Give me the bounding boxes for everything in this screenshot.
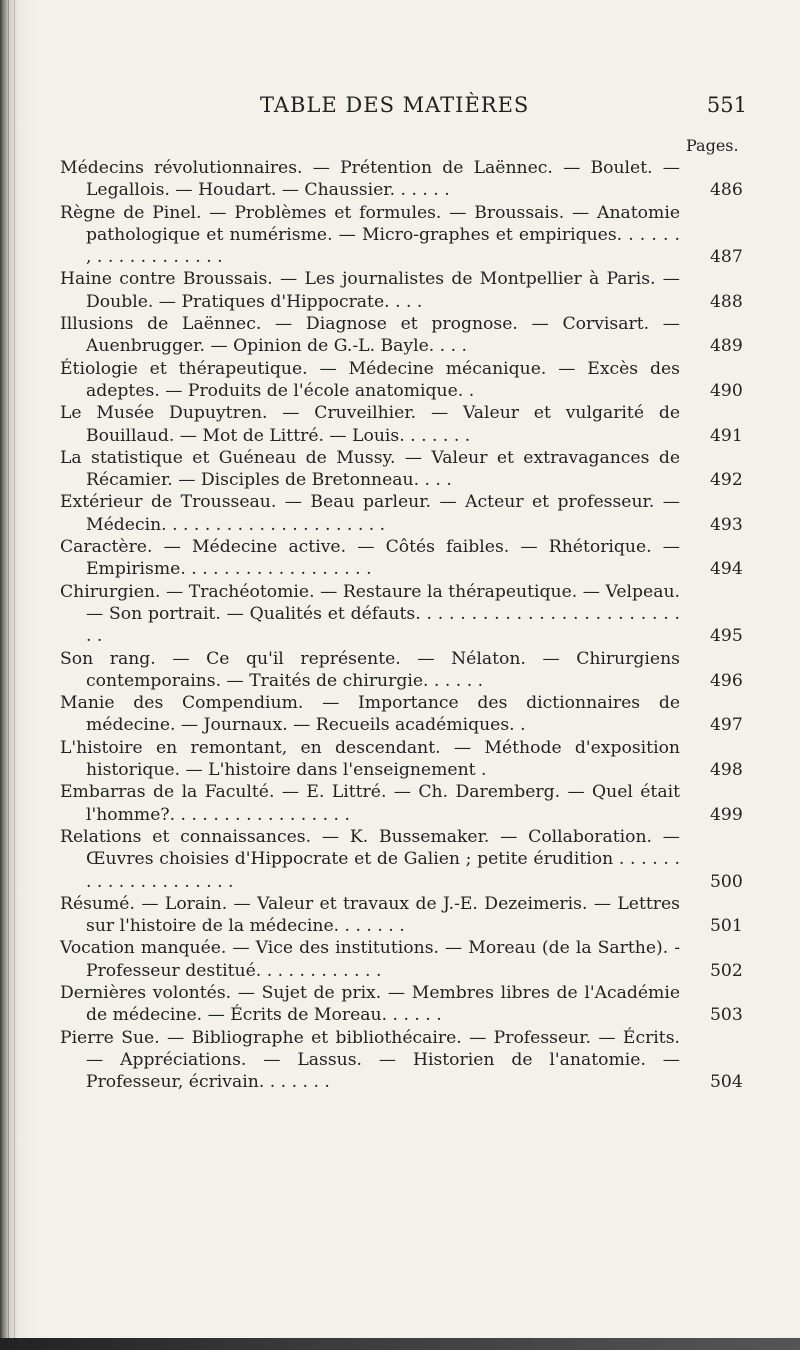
- binding-line: [8, 0, 9, 1350]
- toc-entry: [60, 581, 760, 648]
- running-title: TABLE DES MATIÈRES: [260, 93, 530, 117]
- toc-entry: [60, 1027, 760, 1094]
- toc-entry-text: Relations et connaissances. — K. Bussemaker. — Collaboration. — Œuvres choisies d'Hippocrate et de Galien ; petite érudition . . . . . . . . . . . . . . . . . . . .: [60, 826, 680, 892]
- toc-entry-text: Manie des Compendium. — Importance des dictionnaires de médecine. — Journaux. — Recueils académiques. .: [60, 693, 680, 736]
- toc-entry: [60, 313, 760, 358]
- toc-entry: [60, 402, 760, 447]
- toc-entry-page: 491: [710, 425, 743, 446]
- toc-entry-page: 487: [710, 247, 743, 268]
- toc-entry-page: 493: [710, 514, 743, 535]
- toc-entry-text: Étiologie et thérapeutique. — Médecine mécanique. — Excès des adeptes. — Produits de l'école anatomique. .: [60, 358, 680, 401]
- toc-entry: [60, 268, 760, 313]
- toc-entry-text: Illusions de Laënnec. — Diagnose et prognose. — Corvisart. — Auenbrugger. — Opinion de G.-L. Bayle. . . .: [60, 314, 680, 357]
- toc-entry-page: 490: [710, 380, 743, 401]
- page-header: [60, 93, 760, 121]
- binding-line: [14, 0, 15, 1350]
- toc-entry: [60, 826, 760, 893]
- toc-entry: [60, 491, 760, 536]
- toc-entry-page: 501: [710, 916, 743, 937]
- toc-entry-text: La statistique et Guéneau de Mussy. — Valeur et extravagances de Récamier. — Disciples de Bretonneau. . . .: [60, 447, 680, 491]
- toc-entry: [60, 157, 760, 202]
- toc-entry-text: Chirurgien. — Trachéotomie. — Restaure la thérapeutique. — Velpeau. — Son portrait. — Qualités et défauts. . . . . . . . . . . . . . . . . . . . . . . . . .: [60, 581, 680, 647]
- toc-entry: [60, 447, 760, 492]
- toc-entry-page: 494: [710, 559, 743, 580]
- toc-entry: [60, 202, 760, 269]
- toc-entry-text: Embarras de la Faculté. — E. Littré. — Ch. Daremberg. — Quel était l'homme?. . . . . . . . . . . . . . . . .: [60, 782, 680, 825]
- table-of-contents: [60, 157, 760, 1093]
- toc-entry: [60, 982, 760, 1027]
- scan-edge: [0, 1338, 800, 1350]
- toc-entry-page: 488: [710, 291, 743, 312]
- toc-entry-page: 500: [710, 871, 743, 892]
- toc-entry: [60, 781, 760, 826]
- toc-entry-page: 498: [710, 760, 743, 781]
- toc-entry-page: 496: [710, 670, 743, 691]
- toc-entry-page: 504: [710, 1072, 743, 1093]
- toc-entry-text: Le Musée Dupuytren. — Cruveilhier. — Valeur et vulgarité de Bouillaud. — Mot de Littré. — Louis. . . . . . .: [60, 403, 680, 446]
- toc-entry: [60, 648, 760, 693]
- toc-entry-text: Médecins révolutionnaires. — Prétention de Laënnec. — Boulet. — Legallois. — Houdart. — Chaussier. . . . . .: [60, 158, 680, 201]
- toc-entry: [60, 893, 760, 938]
- toc-entry: [60, 692, 760, 737]
- toc-entry-text: Résumé. — Lorain. — Valeur et travaux de J.-E. Dezeimeris. — Lettres sur l'histoire de la médecine. . . . . . .: [60, 893, 680, 937]
- toc-entry: [60, 937, 760, 982]
- toc-entry-text: Haine contre Broussais. — Les journalistes de Montpellier à Paris. — Double. — Pratiques d'Hippocrate. . . .: [60, 269, 680, 312]
- toc-entry-page: 495: [710, 626, 743, 647]
- book-gutter: [0, 0, 36, 1350]
- toc-entry-text: Extérieur de Trousseau. — Beau parleur. — Acteur et professeur. — Médecin. . . . . . . . . . . . . . . . . . . . .: [60, 492, 680, 535]
- toc-entry-text: Vocation manquée. — Vice des institutions. — Moreau (de la Sarthe). - Professeur destitué. . . . . . . . . . . .: [60, 938, 680, 981]
- page-number: 551: [706, 93, 747, 117]
- toc-entry-page: 502: [710, 960, 743, 981]
- toc-entry: [60, 536, 760, 581]
- toc-entry-text: Dernières volontés. — Sujet de prix. — Membres libres de l'Académie de médecine. — Écrits de Moreau. . . . . .: [60, 982, 680, 1026]
- pages-column-label: Pages.: [686, 136, 739, 155]
- toc-entry-page: 492: [710, 470, 743, 491]
- toc-entry-text: L'histoire en remontant, en descendant. — Méthode d'exposition historique. — L'histoire dans l'enseignement .: [60, 737, 680, 781]
- toc-entry: [60, 358, 760, 403]
- toc-entry-page: 489: [710, 336, 743, 357]
- toc-entry-page: 499: [710, 804, 743, 825]
- toc-entry-text: Règne de Pinel. — Problèmes et formules. — Broussais. — Anatomie pathologique et numérisme. — Micro-graphes et empiriques. . . . . . , . . . . . . . . . . . .: [60, 202, 680, 268]
- toc-entry: [60, 737, 760, 782]
- toc-entry-page: 486: [710, 180, 743, 201]
- toc-entry-text: Son rang. — Ce qu'il représente. — Nélaton. — Chirurgiens contemporains. — Traités de chirurgie. . . . . .: [60, 648, 680, 691]
- toc-entry-page: 503: [710, 1005, 743, 1026]
- toc-entry-page: 497: [710, 715, 743, 736]
- toc-entry-text: Caractère. — Médecine active. — Côtés faibles. — Rhétorique. — Empirisme. . . . . . . . . . . . . . . . . .: [60, 537, 680, 580]
- toc-entry-text: Pierre Sue. — Bibliographe et bibliothécaire. — Professeur. — Écrits. — Appréciations. — Lassus. — Historien de l'anatomie. — Professeur, écrivain. . . . . . .: [60, 1027, 680, 1093]
